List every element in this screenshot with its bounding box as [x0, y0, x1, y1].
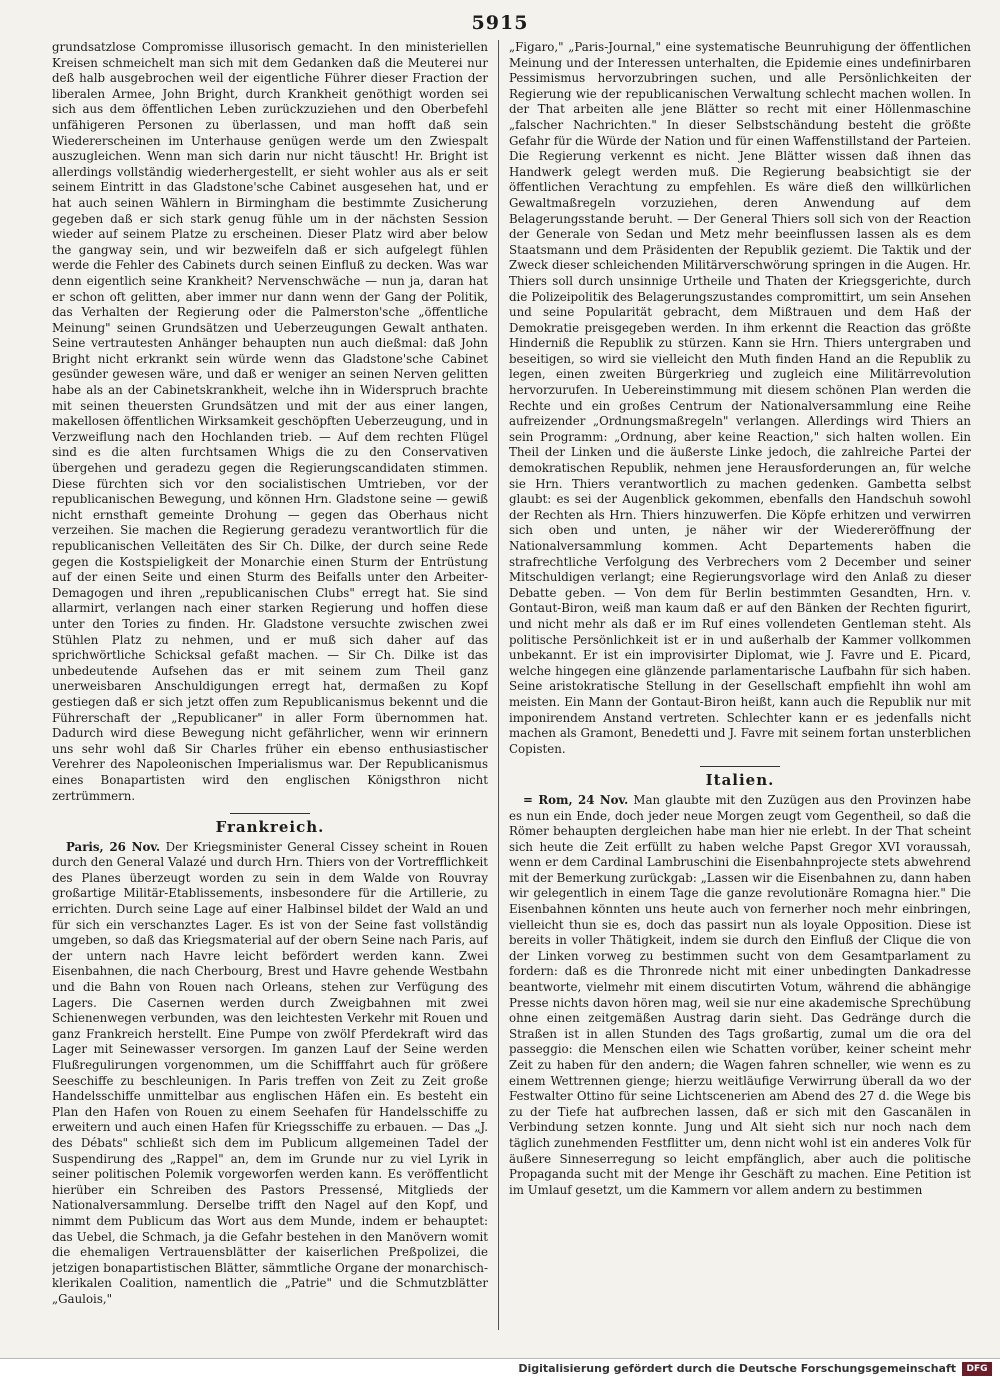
digitization-footer — [0, 1358, 1000, 1380]
section-divider — [230, 813, 310, 814]
section-heading-frankreich: Frankreich. — [215, 818, 325, 837]
dateline-paris: Paris, 26 Nov. — [66, 839, 161, 854]
dfg-logo-icon: DFG — [962, 1362, 992, 1376]
section-divider-right — [700, 766, 780, 767]
continued-paragraph-right: „Figaro," „Paris-Journal," eine systematische Beunruhigung der öffentlichen Meinung und der Interessen unterhalten, die Epidemie eines undefinirbaren Pessimismus hervorzubringen suchen, und alle Persönlichkeiten der Regierung wie der republicanischen Verwaltung schlecht machen wollen. In der That arbeiten alle jene Blätter so recht mit einer Höllenmaschine „falscher Nachrichten." In dieser Selbstschändung besteht die größte Gefahr für die Würde der Nation und für einen Waffenstillstand der Parteien. Die Regierung verkennt es nicht. Jene Blätter wissen daß ihnen das Handwerk gelegt werden muß. Die Regierung beabsichtigt sie der öffentlichen Verachtung zu empfehlen. Es wäre dieß den willkürlichen Gewaltmaßregeln vorzuziehen, deren Anwendung auf dem Belagerungsstande beruht. — Der General Thiers soll sich von der Reaction der Generale von Sedan und Metz mehr beeinflussen lassen als es dem Staatsmann und dem Präsidenten der Republik geziemt. Die Taktik und der Zweck dieser schleichenden Militärverschwörung springen in die Augen. Hr. Thiers soll durch unsinnige Urtheile und Thaten der Kriegsgerichte, durch die Polizeipolitik des Belagerungszustandes compromittirt, um sein Ansehen und seine Popularität gebracht, dem Mißtrauen und dem Haß der Demokratie preisgegeben werden. In ihm erkennt die Reaction das größte Hinderniß die Republik zu stürzen. Kann sie Hrn. Thiers untergraben und beseitigen, so wird sie vielleicht den Muth finden Hand an die Republik zu legen, einen zweiten Bürgerkrieg und zugleich eine Militärrevolution hervorzurufen. In Uebereinstimmung mit diesem schönen Plan werden die Rechte und ein großes Centrum der Nationalversammlung eine Reihe aufreizender „Ordnungsmaßregeln" verlangen. Allerdings wird Thiers an sein Programm: „Ordnung, aber keine Reaction," sich halten wollen. Ein Theil der Linken und die äußerste Linke jedoch, die zahlreiche Partei der demokratischen Republik, nehmen jene Herausforderungen an, für welche sie Hrn. Thiers verantwortlich zu machen gedenken. Gambetta selbst glaubt: es sei der Augenblick gekommen, ebenfalls den Handschuh sowohl der Rechten als Hrn. Thiers hinzuwerfen. Die Köpfe erhitzen und verwirren sich oben und unten, je näher wir der Wiedereröffnung der Nationalversammlung kommen. Acht Departements haben die strafrechtliche Verfolgung des Verbrechers vom 2 December und seiner Mitschuldigen verlangt; eine Regierungsvorlage wird den Anlaß zu dieser Debatte geben. — Von dem für Berlin bestimmten Gesandten, Hrn. v. Gontaut-Biron, weiß man kaum daß er auf den Bänken der Rechten figurirt, und nicht mehr als daß er im Ruf eines vollendeten Gentleman steht. Als politische Persönlichkeit ist er in und außerhalb der Kammer vollkommen unbekannt. Er ist ein improvisirter Diplomat, wie J. Favre und E. Picard, welche hingegen eine glänzende parlamentarische Laufbahn für sich haben. Seine aristokratische Stellung in der Gesellschaft empfiehlt ihn wohl am meisten. Ein Mann der Gontaut-Biron heißt, kann auch die Republik nur mit imponirendem Anstand vertreten. Schlechter kann er es jedenfalls nicht machen als Gramont, Benedetti und J. Favre mit seinem fortan unsterblichen Copisten. — [509, 40, 971, 756]
continued-paragraph: grundsatzlose Compromisse illusorisch gemacht. In den ministeriellen Kreisen schmeichelt man sich mit dem Gedanken daß die Meuterei nur deß halb ausgebrochen weil der eigentliche Führer dieser Fraction der liberalen Armee, John Bright, durch Krankheit genöthigt worden sei sich aus dem öffentlichen Leben zurückzuziehen und den Oberbefehl unfähigeren Personen zu überlassen, und man hofft daß sein Wiedererscheinen im Unterhause genügen werde um den Zwiespalt auszugleichen. Wenn man sich darin nur nicht täuscht! Hr. Bright ist allerdings vollständig wiederhergestellt, er sieht wohler aus als er seit seinem Eintritt in das Gladstone'sche Cabinet ausgesehen hat, und er hat auch seinen Wählern in Birmingham die bestimmte Zusicherung gegeben daß er sich stark genug fühle um in der nächsten Session wieder auf seinem Platze zu erscheinen. Dieser Platz wird aber below the gangway sein, und wir bezweifeln daß er sich aufgelegt fühlen werde die Fehler des Cabinets durch seinen Einfluß zu decken. Was war denn eigentlich seine Krankheit? Nervenschwäche — nun ja, daran hat er schon oft gelitten, aber immer nur dann wenn der Gang der Politik, das Verhalten der Regierung oder die Palmerston'sche „öffentliche Meinung" seinen Grundsätzen und Ueberzeugungen Gewalt anthaten. Seine vertrautesten Anhänger behaupten nun auch dießmal: daß John Bright nicht erkrankt sein würde wenn das Gladstone'sche Cabinet gesünder gewesen wäre, und daß er weniger an seinen Nerven gelitten habe als an der Cabinetskrankheit, welche ihn in Widerspruch brachte mit seinen theuersten Grundsätzen und mit der aus einer langen, makellosen öffentlichen Wirksamkeit geschöpften Ueberzeugung, und in Verzweiflung nach den Hochlanden trieb. — Auf dem rechten Flügel sind es die alten furchtsamen Whigs die zu den Conservativen übergehen und geradezu gegen die Regierungscandidaten stimmen. Diese fürchten sich vor den socialistischen Umtrieben, vor der republicanischen Bewegung, und können Hrn. Gladstone seine — gewiß nicht ernsthaft gemeinte Drohung — gegen das Oberhaus nicht verzeihen. Sie machen die Regierung geradezu verantwortlich für die republicanischen Velleitäten des Sir Ch. Dilke, der durch seine Rede gegen die Kostspieligkeit der Monarchie einen Sturm der Entrüstung auf der einen Seite und einen Sturm des Beifalls unter den Arbeiter-Demagogen und ihren „republicanischen Clubs" erregt hat. Sie sind allarmirt, verlangen nach einer starken Regierung und hoffen diese unter den Tories zu finden. Hr. Gladstone versuchte zwischen zwei Stühlen Platz zu nehmen, und er muß sich daher auf das sprichwörtliche Schicksal gefaßt machen. — Sir Ch. Dilke ist das unbedeutende Aufsehen das er mit seinem zum Theil ganz unerweisbaren Anschuldigungen erregt hat, dermaßen zu Kopf gestiegen daß er sich jetzt offen zum Republicanismus bekennt und die Führerschaft der „Republicaner" in aller Form übernommen hat. Dadurch wird diese Bewegung nicht gefährlicher, wenn wir erinnern uns sehr wohl daß Sir Charles früher ein ebenso enthusiastischer Verehrer des Napoleonischen Imperialismus war. Der Republicanismus eines Bonapartisten wird den englischen Königsthron nicht zertrümmern. — [52, 40, 488, 803]
article-rom-text: Man glaubte mit den Zuzügen aus den Provinzen habe es nun ein Ende, doch jeder neue Morgen zeugt vom Gegentheil, so daß die Römer behaupten dergleichen habe man hier nie erlebt. In der That scheint sich heute die Zeit erfüllt zu haben welche Papst Gregor XVI voraussah, wenn er dem Cardinal Lambruschini die Eisenbahnprojecte stets abwehrend mit der Bemerkung zurückgab: „Lassen wir die Eisenbahnen zu, dann haben wir gelegentlich in einem Tage die ganze revolutionäre Romagna hier." Die Eisenbahnen könnten uns heute auch von fernerher noch mehr einbringen, vielleicht thun sie es, doch das passirt nun als loyale Opposition. Diese ist bereits in voller Thätigkeit, indem sie durch den Einfluß der Clique die von der Linken vorweg zu bestimmen sucht von dem Gesamtparlament zu fordern: daß es die Thronrede nicht mit einer unbedingten Dankadresse beantworte, vielmehr mit einem discutirten Votum, während die abhängige Presse nichts davon hören mag, weil sie nur eine akademische Sprechübung ohne einen zeitgemäßen Austrag darin sieht. Das Gedränge durch die Straßen ist in allen Stunden des Tags großartig, zumal um die ora del passeggio: die Menschen eilen wie Schatten vorüber, keiner scheint mehr Zeit zu haben für den andern; die Wagen fahren schneller, wie wenn es zu einem Wettrennen gienge; hierzu weitläufige Verwirrung überall da wo der Festwalter Ottino für seine Lichtscenerien am Abend des 27 d. die Wege bis zu der Tiefe hat aufbrechen lassen, daß er sich mit den Gascanälen in Verbindung setzen konnte. Jung und Alt sieht sich nur noch nach dem täglich zunehmenden Festflitter um, denn nicht wohl ist ein anderes Volk für äußere Sinneserregung so leicht empfänglich, aber auch die politische Propaganda sucht mit der Menge ihr Geschäft zu machen. Eine Petition ist im Umlauf gesetzt, um die Kammern vor allem andern zu bestimmen — [509, 792, 971, 1197]
left-column — [52, 40, 488, 1336]
page-number: 5915 — [471, 12, 529, 34]
dateline-rom: = Rom, 24 Nov. — [523, 792, 629, 807]
article-paris-text: Der Kriegsminister General Cissey scheint in Rouen durch den General Valazé und durch Hrn. Thiers von der Vortrefflichkeit des Planes überzeugt worden zu sein in dem Walde von Rouvray großartige Militär-Etablissements, insbesondere für die Artillerie, zu errichten. Durch seine Lage auf einer Halbinsel bildet der Wald an und für sich ein verschanztes Lager. Es ist von der Seine fast vollständig umgeben, so daß das Kriegsmaterial auf der obern Seine nach Paris, auf der untern nach Havre leicht befördert werden kann. Zwei Eisenbahnen, die nach Cherbourg, Brest und Havre gehende Westbahn und die Bahn von Rouen nach Orleans, stehen zur Verfügung des Lagers. Die Casernen werden durch Zweigbahnen mit zwei Schienenwegen verbunden, was den leichtesten Verkehr mit Rouen und ganz Frankreich herstellt. Eine Pumpe von zwölf Pferdekraft wird das Lager mit Seinewasser versorgen. Im ganzen Lauf der Seine werden Flußregulirungen vorgenommen, um die Schifffahrt auch für größere Seeschiffe zu beschleunigen. In Paris treffen von Zeit zu Zeit große Handelsschiffe unmittelbar aus englischen Häfen ein. Es besteht ein Plan den Hafen von Rouen zu einem Seehafen für Handelsschiffe zu erweitern und auch einen Hafen für Kriegsschiffe zu erbauen. — Das „J. des Débats" schließt sich dem im Publicum allgemeinen Tadel der Suspendirung des „Rappel" an, dem im Grunde nur zu viel Lyrik in seiner politischen Polemik vorgeworfen werden kann. Es veröffentlicht hierüber ein Schreiben des Pastors Pressensé, Mitglieds der Nationalversammlung. Derselbe trifft den Nagel auf den Kopf, und nimmt dem Publicum das Wort aus dem Munde, indem er behauptet: das Uebel, die Schmach, ja die Gefahr bestehen in den Manövern womit die ehemaligen Vertrauensblätter der kaiserlichen Preßpolizei, die jetzigen bonapartistischen Blätter, sämmtliche Organe der monarchisch-klerikalen Coalition, namentlich die „Patrie" und die Schmutzblätter „Gaulois," — [52, 839, 488, 1306]
column-divider — [498, 40, 499, 1330]
article-paris — [52, 840, 488, 1308]
article-rom — [509, 793, 971, 1198]
footer-credit-text: Digitalisierung gefördert durch die Deutsche Forschungsgemeinschaft — [518, 1362, 956, 1375]
section-heading-italien: Italien. — [705, 771, 775, 790]
right-column — [509, 40, 971, 1336]
